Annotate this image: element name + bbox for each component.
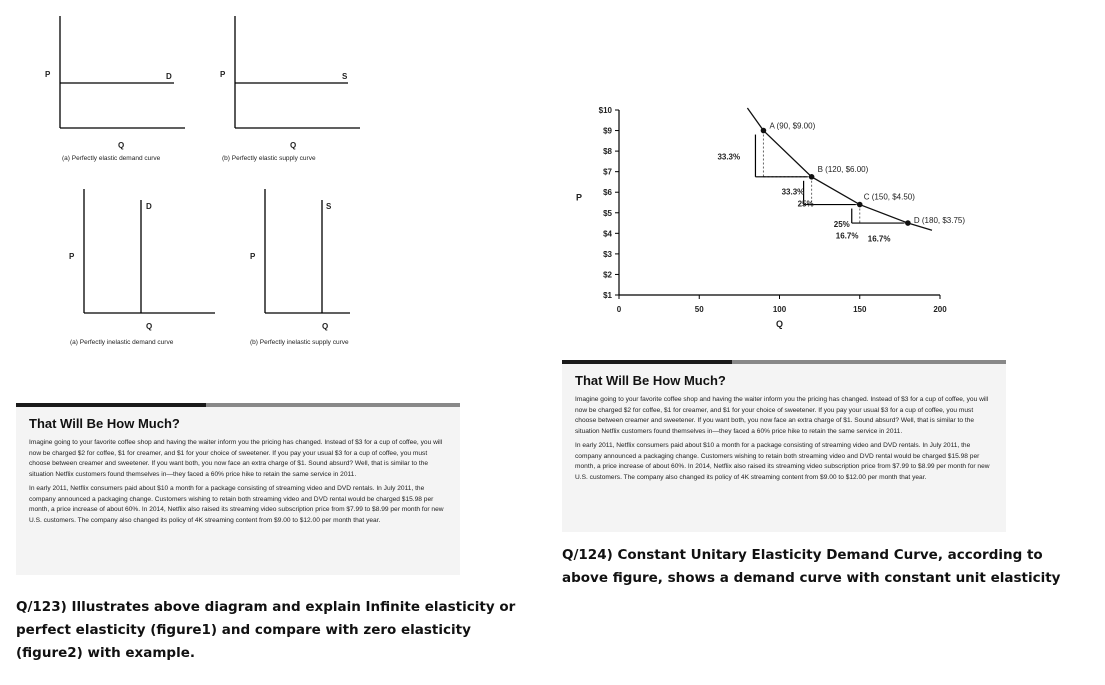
fig2b-p-label: P [250,252,256,261]
x-tick-label: 100 [772,305,787,314]
y-tick-label: $2 [603,270,612,280]
y-tick-label: $5 [603,208,612,218]
question-123: Q/123) Illustrates above diagram and explain Infinite elasticity or perfect elasticity (figure1) and compare with zero elasticity (figure2) with example. [16,599,516,661]
x-axis-label: Q [775,319,784,329]
fig1b-curve-label: S [342,72,348,81]
x-tick-label: 0 [616,305,622,314]
data-point [761,128,767,134]
text-box-right-title: That Will Be How Much? [575,373,726,388]
fig2a-caption: (a) Perfectly inelastic demand curve [70,339,174,346]
text-box-right [562,360,1006,532]
fig1b-p-label: P [220,70,226,79]
text-box-right-paragraph-2: In early 2011, Netflix consumers paid about $10 a month for a package consisting of streaming video and DVD rentals. In July 2011, the company announced a packaging change. Customers wishing to retain both streaming video and DVD rental would be charged $15.98 per month, a price increase of about 60%. In 2014, Netflix also raised its streaming video subscription price from $7.99 to $8.99 per month for new U.S. customers. The company also changed its policy of 4K streaming content from $9.00 to $12.00 per month that year. [575,442,990,481]
fig2a-curve-label: D [146,202,152,211]
text-box-left [16,403,460,575]
data-point [905,220,911,226]
fig1a-q-label: Q [118,141,125,150]
data-point-label: D (180, $3.75) [913,216,966,226]
percent-change-annotation: 25% [833,220,850,230]
data-point-label: B (120, $6.00) [817,164,869,174]
data-point [809,174,815,180]
data-point-label: C (150, $4.50) [863,192,915,202]
percent-change-annotation: 33.3% [717,152,741,162]
y-tick-label: $8 [603,147,612,157]
y-tick-label: $7 [603,167,612,177]
data-point [857,202,863,208]
unit-elasticity-chart [560,95,980,335]
percent-change-annotation: 16.7% [867,234,891,244]
x-tick-label: 50 [694,305,704,314]
fig2a-p-label: P [69,252,75,261]
text-box-left-accent [16,403,206,407]
figure1-svg [40,10,370,170]
y-tick-label: $9 [603,126,612,136]
figure2-svg [60,185,360,325]
y-tick-label: $10 [598,106,612,115]
y-axis-label: P [575,192,583,203]
fig2a-q-label: Q [146,322,153,331]
question-124: Q/124) Constant Unitary Elasticity Demand Curve, according to above figure, shows a demand curve with constant unit elasticity [562,547,1061,586]
fig1a-p-label: P [45,70,51,79]
text-box-left-title: That Will Be How Much? [29,416,180,431]
fig1a-curve-label: D [166,72,172,81]
percent-change-annotation: 16.7% [835,231,859,241]
text-box-right-accent [562,360,732,364]
text-box-left-paragraph-1: Imagine going to your favorite coffee shop and having the waiter inform you the pricing has changed. Instead of $3 for a cup of coffee, you will now be charged $2 for coffee, $1 for creamer, and $1 for your choice of sweetener. If you pay your usual $3 for a cup of coffee, you must choose between creamer and sweetener. If you want both, you now face an extra charge of $1. Sound absurd? Well, that is similar to the situation Netflix customers found themselves in—they faced a 60% price hike to retain the same service in 2011. [29,439,443,478]
data-point-label: A (90, $9.00) [769,121,816,131]
percent-change-annotation: 25% [797,199,814,209]
y-tick-label: $1 [603,291,612,300]
text-box-right-paragraph-1: Imagine going to your favorite coffee shop and having the waiter inform you the pricing has changed. Instead of $3 for a cup of coffee, you will now be charged $2 for coffee, $1 for creamer, and $1 for your choice of sweetener. If you pay your usual $3 for a cup of coffee, you must choose between creamer and sweetener. If you want both, you now face an extra charge of $1. Sound absurd? Well, that is similar to the situation Netflix customers found themselves in—they faced a 60% price hike to retain the same service in 2011. [575,396,989,435]
fig1b-q-label: Q [290,141,297,150]
x-tick-label: 150 [853,305,867,314]
x-tick-label: 200 [933,305,947,314]
fig2b-caption: (b) Perfectly inelastic supply curve [250,339,349,346]
text-box-left-paragraph-2: In early 2011, Netflix consumers paid about $10 a month for a package consisting of streaming video and DVD rentals. In July 2011, the company announced a packaging change. Customers wishing to retain both streaming video and DVD rental would be charged $15.98 per month, a price increase of about 60%. In 2014, Netflix also raised its streaming video subscription price from $7.99 to $8.99 per month for new U.S. customers. The company also changed its policy of 4K streaming content from $9.00 to $12.00 per month that year. [29,485,444,524]
percent-change-annotation: 33.3% [781,187,805,197]
y-tick-label: $3 [603,249,612,259]
fig2b-curve-label: S [326,202,332,211]
y-tick-label: $4 [603,229,612,239]
fig2b-q-label: Q [322,322,329,331]
fig1a-caption: (a) Perfectly elastic demand curve [62,155,161,162]
fig1b-caption: (b) Perfectly elastic supply curve [222,155,316,162]
y-tick-label: $6 [603,188,612,198]
